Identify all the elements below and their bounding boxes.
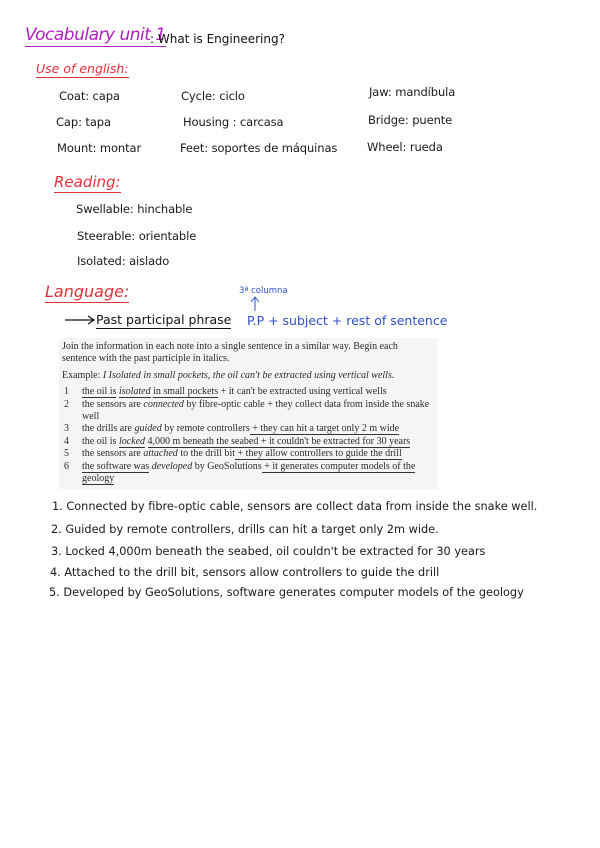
item-part: + they allow controllers to guide the drill <box>235 448 402 460</box>
item-part: 4,000 m beneath the seabed <box>147 435 259 447</box>
item-number: 5 <box>64 448 69 460</box>
reading-item: Isolated: aislado <box>77 254 170 268</box>
item-part: the software was <box>82 460 150 472</box>
item-part: the oil is <box>82 435 117 447</box>
exercise-example <box>62 370 434 382</box>
item-part: the sensors are <box>82 448 141 460</box>
item-participle: attached <box>143 448 178 460</box>
item-number: 4 <box>64 435 69 447</box>
item-participle: guided <box>134 423 162 435</box>
example-text: I Isolated in small pockets, the oil can't be extracted using vertical wells. <box>102 369 395 381</box>
reading-item: Swellable: hinchable <box>76 202 193 216</box>
item-participle: developed <box>151 460 193 472</box>
vocab-item: Feet: soportes de máquinas <box>180 141 338 155</box>
section-reading: Reading: <box>54 173 121 191</box>
item-part: by fibre-optic cable <box>186 398 265 410</box>
past-participle-label: Past participal phrase <box>96 312 232 327</box>
example-label: Example: <box>62 369 101 381</box>
item-part: in small pockets <box>153 386 219 398</box>
vocab-item: Cap: tapa <box>56 115 111 129</box>
item-part: the oil is <box>82 386 117 398</box>
item-number: 6 <box>64 460 69 472</box>
answer-line: 2. Guided by remote controllers, drills can hit a target only 2m wide. <box>51 523 439 536</box>
answer-line: 5. Developed by GeoSolutions, software generates computer models of the geology <box>49 586 524 599</box>
item-participle: connected <box>143 398 184 410</box>
item-part: by remote controllers <box>164 423 250 435</box>
page-subtitle: : What is Engineering? <box>150 32 285 46</box>
section-language: Language: <box>45 282 130 301</box>
item-part: + it couldn't be extracted for 30 years <box>258 435 411 447</box>
item-part: + they can hit a target only 2 m wide <box>249 423 400 435</box>
column-note: 3ª columna <box>239 286 288 296</box>
vocab-item: Mount: montar <box>57 141 142 155</box>
page-title: Vocabulary unit 1 <box>25 25 166 45</box>
answer-line: 4. Attached to the drill bit, sensors allow controllers to guide the drill <box>50 566 440 579</box>
formula: P.P + subject + rest of sentence <box>247 313 448 328</box>
list-item <box>62 386 434 398</box>
vocab-item: Cycle: ciclo <box>181 89 245 103</box>
reading-item: Steerable: orientable <box>77 229 197 243</box>
exercise-list <box>62 386 434 485</box>
item-part: by GeoSolutions <box>194 460 262 472</box>
exercise-box <box>59 338 438 489</box>
up-arrow-icon <box>250 296 260 312</box>
item-part: + it can't be extracted using vertical wells <box>218 386 387 398</box>
list-item <box>62 461 434 486</box>
vocab-item: Jaw: mandíbula <box>369 85 456 99</box>
item-participle: isolated <box>118 386 151 398</box>
vocab-item: Wheel: rueda <box>367 140 443 154</box>
item-part: the drills are <box>82 423 132 435</box>
item-part: the sensors are <box>82 398 141 410</box>
list-item <box>62 448 434 460</box>
list-item <box>62 423 434 435</box>
answer-line: 3. Locked 4,000m beneath the seabed, oil couldn't be extracted for 30 years <box>51 545 486 558</box>
exercise-instruction: Join the information in each note into a single sentence in a similar way. Begin each sentence with the past participle in italics. <box>62 341 398 365</box>
list-item <box>62 436 434 448</box>
item-number: 1 <box>64 386 69 398</box>
arrow-icon <box>64 314 96 326</box>
item-part: + it generates computer models of the geology <box>82 460 416 485</box>
vocab-item: Coat: capa <box>59 89 120 103</box>
item-number: 2 <box>64 398 69 410</box>
vocab-item: Bridge: puente <box>368 113 453 127</box>
item-participle: locked <box>118 435 146 447</box>
section-use-of-english: Use of english: <box>36 61 129 76</box>
vocab-item: Housing : carcasa <box>183 115 284 129</box>
answer-line: 1. Connected by fibre-optic cable, sensors are collect data from inside the snake well. <box>52 500 538 513</box>
item-number: 3 <box>64 423 69 435</box>
item-part: + they collect data from inside the snake well <box>82 398 430 423</box>
list-item <box>62 399 434 424</box>
item-part: to the drill bit <box>180 448 236 460</box>
